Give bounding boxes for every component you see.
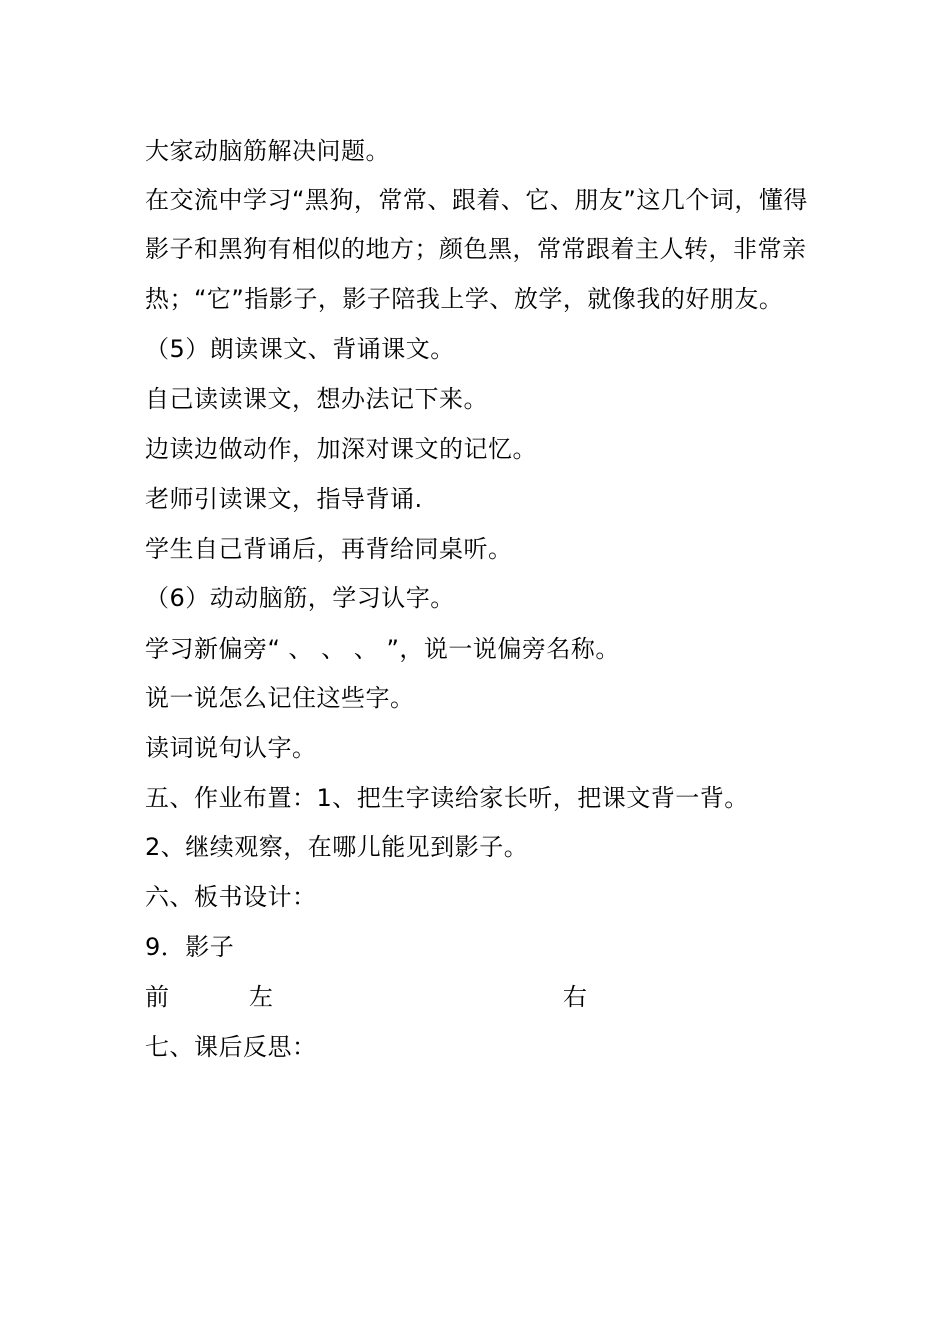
text-line-13: 读词说句认字。: [145, 734, 317, 762]
text-line-2: 在交流中学习“黑狗，常常、跟着、它、朋友”这几个词，懂得: [145, 186, 808, 214]
text-line-1: 大家动脑筋解决问题。: [145, 137, 390, 165]
text-line-6: 自己读读课文，想办法记下来。: [145, 385, 488, 413]
board-word-right: 右: [563, 983, 588, 1011]
board-title: 9．影子: [145, 933, 235, 961]
text-line-7: 边读边做动作，加深对课文的记忆。: [145, 435, 537, 463]
text-line-12: 说一说怎么记住这些字。: [145, 684, 415, 712]
board-word-front: 前: [145, 983, 170, 1011]
homework-item-2: 2、继续观察，在哪儿能见到影子。: [145, 833, 529, 861]
section-heading-6: （6）动动脑筋，学习认字。: [145, 584, 455, 612]
text-line-11: 学习新偏旁“ 、 、 、 ”，说一说偏旁名称。: [145, 635, 620, 663]
reflection-heading: 七、课后反思：: [145, 1033, 317, 1061]
board-design-heading: 六、板书设计：: [145, 883, 317, 911]
text-line-9: 学生自己背诵后，再背给同桌听。: [145, 535, 513, 563]
homework-heading: 五、作业布置：1、把生字读给家长听，把课文背一背。: [145, 784, 749, 812]
board-word-left: 左: [249, 983, 274, 1011]
text-line-3: 影子和黑狗有相似的地方；颜色黑，常常跟着主人转，非常亲: [145, 235, 807, 263]
text-line-4: 热；“它”指影子，影子陪我上学、放学，就像我的好朋友。: [145, 285, 784, 313]
section-heading-5: （5）朗读课文、背诵课文。: [145, 335, 455, 363]
text-line-8: 老师引读课文，指导背诵.: [145, 485, 423, 513]
